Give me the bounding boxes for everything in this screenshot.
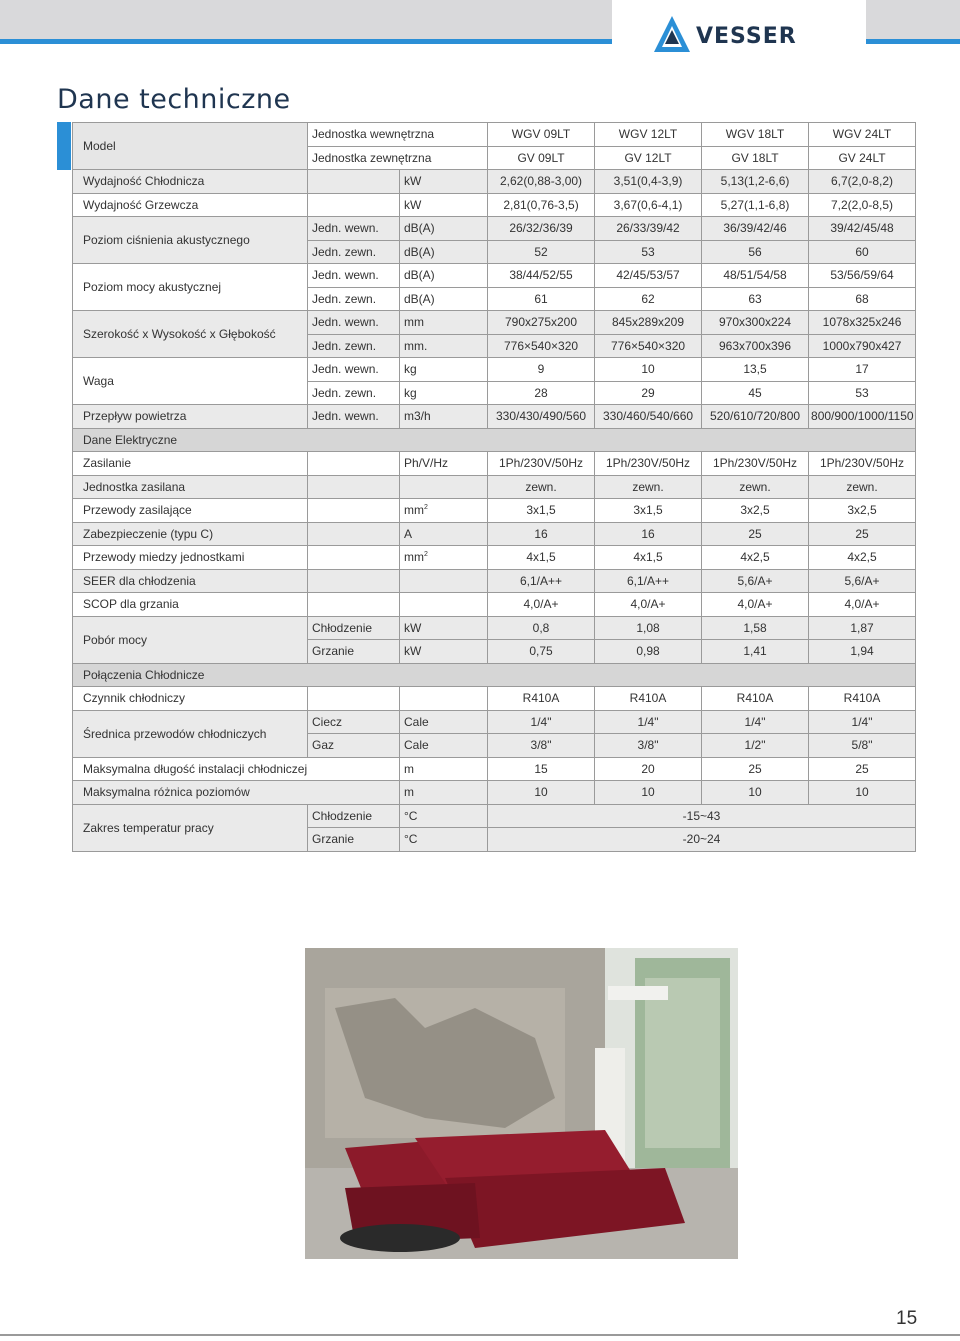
table-row (73, 264, 916, 288)
model-accent-bar (57, 122, 71, 170)
interior-photo (305, 948, 738, 1259)
model-outdoor-3: GV 18LT (702, 146, 809, 170)
section-row (73, 428, 916, 452)
model-indoor-2: WGV 12LT (595, 123, 702, 147)
sub-label: Jedn. wewn. (308, 358, 400, 382)
table-row (73, 593, 916, 617)
unit-cell: A (400, 522, 488, 546)
value-cell: 1/4" (809, 710, 916, 734)
value-cell: 53 (809, 381, 916, 405)
indoor-unit-label: Jednostka wewnętrzna (308, 123, 488, 147)
model-outdoor-2: GV 12LT (595, 146, 702, 170)
row-label: Szerokość x Wysokość x Głębokość (73, 311, 308, 358)
value-cell: 17 (809, 358, 916, 382)
value-cell: 1078x325x246 (809, 311, 916, 335)
value-cell: 4x2,5 (809, 546, 916, 570)
row-label: Zasilanie (73, 452, 308, 476)
table-row (73, 616, 916, 640)
value-cell: 39/42/45/48 (809, 217, 916, 241)
sub-label: Jedn. zewn. (308, 381, 400, 405)
sub-label: Jedn. wewn. (308, 217, 400, 241)
value-cell: 776×540×320 (595, 334, 702, 358)
table-row (73, 170, 916, 194)
value-cell: 1Ph/230V/50Hz (702, 452, 809, 476)
value-cell: 963x700x396 (702, 334, 809, 358)
value-cell: 16 (488, 522, 595, 546)
sub-label: Jedn. zewn. (308, 334, 400, 358)
unit-superscript: 2 (424, 504, 428, 512)
row-label: Zabezpieczenie (typu C) (73, 522, 308, 546)
spec-table (72, 122, 916, 852)
value-cell: 28 (488, 381, 595, 405)
value-cell: 61 (488, 287, 595, 311)
value-cell: 56 (702, 240, 809, 264)
table-row (73, 804, 916, 828)
table-row (73, 546, 916, 570)
value-cell: 53 (595, 240, 702, 264)
value-cell: 6,1/A++ (488, 569, 595, 593)
unit-cell: kg (400, 381, 488, 405)
value-cell: 45 (702, 381, 809, 405)
value-cell: 5,13(1,2-6,6) (702, 170, 809, 194)
value-cell: 29 (595, 381, 702, 405)
unit-cell: Cale (400, 734, 488, 758)
row-label: Przepływ powietrza (73, 405, 308, 429)
value-cell: 25 (809, 522, 916, 546)
sub-label: Jedn. wewn. (308, 405, 400, 429)
table-row (73, 687, 916, 711)
unit-cell: m3/h (400, 405, 488, 429)
row-label: Jednostka zasilana (73, 475, 308, 499)
unit-cell: dB(A) (400, 217, 488, 241)
value-cell: 2,81(0,76-3,5) (488, 193, 595, 217)
value-cell: 0,98 (595, 640, 702, 664)
sub-label: Grzanie (308, 828, 400, 852)
value-cell: 330/430/490/560 (488, 405, 595, 429)
table-row (73, 475, 916, 499)
model-row-indoor (73, 123, 916, 147)
value-cell: 25 (809, 757, 916, 781)
value-cell: 1,41 (702, 640, 809, 664)
value-cell: 5,6/A+ (702, 569, 809, 593)
value-cell: 10 (809, 781, 916, 805)
value-cell: 4,0/A+ (488, 593, 595, 617)
value-cell: 5,6/A+ (809, 569, 916, 593)
value-cell: 26/32/36/39 (488, 217, 595, 241)
value-cell: 1/4" (488, 710, 595, 734)
value-cell: 1/2" (702, 734, 809, 758)
value-cell: 0,75 (488, 640, 595, 664)
value-cell: 25 (702, 757, 809, 781)
row-label: Poziom ciśnienia akustycznego (73, 217, 308, 264)
header-accent-line (0, 39, 612, 44)
row-label: Pobór mocy (73, 616, 308, 663)
page-number: 15 (896, 1308, 918, 1329)
table-row (73, 499, 916, 523)
value-cell: 3/8" (488, 734, 595, 758)
unit-cell: Ph/V/Hz (400, 452, 488, 476)
sub-label: Ciecz (308, 710, 400, 734)
value-cell: 1/4" (595, 710, 702, 734)
table-row (73, 569, 916, 593)
unit-cell: dB(A) (400, 287, 488, 311)
value-cell: 60 (809, 240, 916, 264)
table-row (73, 452, 916, 476)
sub-label: Chłodzenie (308, 804, 400, 828)
value-cell: 48/51/54/58 (702, 264, 809, 288)
row-label: Średnica przewodów chłodniczych (73, 710, 308, 757)
value-cell: 4,0/A+ (809, 593, 916, 617)
value-cell: 520/610/720/800 (702, 405, 809, 429)
section-row (73, 663, 916, 687)
value-cell: 10 (595, 358, 702, 382)
outdoor-unit-label: Jednostka zewnętrzna (308, 146, 488, 170)
value-cell: 25 (702, 522, 809, 546)
value-cell: 4x2,5 (702, 546, 809, 570)
value-cell: 10 (595, 781, 702, 805)
table-row (73, 522, 916, 546)
row-label: SEER dla chłodzenia (73, 569, 308, 593)
table-row (73, 405, 916, 429)
value-cell: zewn. (809, 475, 916, 499)
value-cell: 20 (595, 757, 702, 781)
row-label: Wydajność Grzewcza (73, 193, 308, 217)
brand-name: VESSER (696, 24, 797, 49)
value-cell: 36/39/42/46 (702, 217, 809, 241)
value-cell: 3,67(0,6-4,1) (595, 193, 702, 217)
row-label: Wydajność Chłodnicza (73, 170, 308, 194)
unit-cell: m (400, 781, 488, 805)
unit-cell: kW (400, 193, 488, 217)
value-cell: 4,0/A+ (595, 593, 702, 617)
row-label: Maksymalna długość instalacji chłodniczej (73, 757, 400, 781)
unit-cell: kW (400, 616, 488, 640)
row-label: SCOP dla grzania (73, 593, 308, 617)
value-cell: 9 (488, 358, 595, 382)
sub-label: Gaz (308, 734, 400, 758)
value-cell: 800/900/1000/1150 (809, 405, 916, 429)
value-cell: 1Ph/230V/50Hz (809, 452, 916, 476)
page-title: Dane techniczne (57, 84, 291, 115)
value-cell: 62 (595, 287, 702, 311)
value-cell: R410A (702, 687, 809, 711)
value-cell: 42/45/53/57 (595, 264, 702, 288)
value-cell: 4,0/A+ (702, 593, 809, 617)
value-cell: 7,2(2,0-8,5) (809, 193, 916, 217)
unit-cell: °C (400, 828, 488, 852)
value-cell: 1,87 (809, 616, 916, 640)
value-cell: 4x1,5 (595, 546, 702, 570)
sub-label: Jedn. wewn. (308, 264, 400, 288)
value-cell: 2,62(0,88-3,00) (488, 170, 595, 194)
row-label: Waga (73, 358, 308, 405)
value-cell: 38/44/52/55 (488, 264, 595, 288)
value-cell: 3,51(0,4-3,9) (595, 170, 702, 194)
sub-label: Chłodzenie (308, 616, 400, 640)
sub-label: Jedn. zewn. (308, 287, 400, 311)
value-cell: 3x1,5 (595, 499, 702, 523)
value-cell: 3x2,5 (809, 499, 916, 523)
unit-cell (400, 546, 488, 570)
value-cell: 10 (702, 781, 809, 805)
unit-cell (400, 499, 488, 523)
value-cell: 5,27(1,1-6,8) (702, 193, 809, 217)
header-bar-right (866, 0, 960, 40)
row-label: Zakres temperatur pracy (73, 804, 308, 851)
row-label: Przewody zasilające (73, 499, 308, 523)
value-cell: 970x300x224 (702, 311, 809, 335)
table-row (73, 710, 916, 734)
value-cell: 1,94 (809, 640, 916, 664)
unit-cell: dB(A) (400, 264, 488, 288)
unit-cell: m (400, 757, 488, 781)
table-row (73, 781, 916, 805)
value-cell: 13,5 (702, 358, 809, 382)
value-cell: 330/460/540/660 (595, 405, 702, 429)
row-label: Poziom mocy akustycznej (73, 264, 308, 311)
value-cell: 1,08 (595, 616, 702, 640)
unit-cell: mm. (400, 334, 488, 358)
model-indoor-3: WGV 18LT (702, 123, 809, 147)
value-cell: 4x1,5 (488, 546, 595, 570)
table-row (73, 358, 916, 382)
value-cell: zewn. (702, 475, 809, 499)
value-cell: 16 (595, 522, 702, 546)
unit-cell: mm (400, 311, 488, 335)
unit-cell: kg (400, 358, 488, 382)
value-cell: 53/56/59/64 (809, 264, 916, 288)
value-cell: R410A (488, 687, 595, 711)
model-indoor-1: WGV 09LT (488, 123, 595, 147)
value-cell: 5/8" (809, 734, 916, 758)
value-cell: 3/8" (595, 734, 702, 758)
section-title-refrigerant: Połączenia Chłodnicze (73, 663, 916, 687)
value-cell: 10 (488, 781, 595, 805)
value-cell: 63 (702, 287, 809, 311)
model-outdoor-4: GV 24LT (809, 146, 916, 170)
value-cell: 15 (488, 757, 595, 781)
row-label: Maksymalna różnica poziomów (73, 781, 400, 805)
value-cell: R410A (595, 687, 702, 711)
value-cell: 0,8 (488, 616, 595, 640)
value-cell: 790x275x200 (488, 311, 595, 335)
value-cell: 26/33/39/42 (595, 217, 702, 241)
header-accent-line-right (866, 39, 960, 44)
footer-line (0, 1334, 960, 1336)
unit-cell: kW (400, 170, 488, 194)
unit-cell: °C (400, 804, 488, 828)
row-label: Przewody miedzy jednostkami (73, 546, 308, 570)
value-cell: 1Ph/230V/50Hz (488, 452, 595, 476)
unit-cell: kW (400, 640, 488, 664)
unit-text: mm (404, 550, 424, 565)
section-title-electrical: Dane Elektryczne (73, 428, 916, 452)
value-cell: 1,58 (702, 616, 809, 640)
unit-cell: dB(A) (400, 240, 488, 264)
value-cell: 845x289x209 (595, 311, 702, 335)
value-cell: 6,1/A++ (595, 569, 702, 593)
table-row (73, 311, 916, 335)
table-row (73, 217, 916, 241)
model-indoor-4: WGV 24LT (809, 123, 916, 147)
table-row (73, 757, 916, 781)
value-cell: 776×540×320 (488, 334, 595, 358)
unit-text: mm (404, 503, 424, 518)
table-row (73, 193, 916, 217)
value-cell: 1000x790x427 (809, 334, 916, 358)
model-outdoor-1: GV 09LT (488, 146, 595, 170)
unit-superscript: 2 (424, 551, 428, 559)
row-label: Czynnik chłodniczy (73, 687, 308, 711)
value-cell: -15~43 (488, 804, 916, 828)
value-cell: -20~24 (488, 828, 916, 852)
sub-label: Grzanie (308, 640, 400, 664)
value-cell: 68 (809, 287, 916, 311)
header-bar (0, 0, 612, 40)
value-cell: 3x1,5 (488, 499, 595, 523)
value-cell: 52 (488, 240, 595, 264)
value-cell: R410A (809, 687, 916, 711)
value-cell: zewn. (595, 475, 702, 499)
value-cell: 6,7(2,0-8,2) (809, 170, 916, 194)
value-cell: 1/4" (702, 710, 809, 734)
value-cell: 3x2,5 (702, 499, 809, 523)
model-label: Model (73, 123, 308, 170)
sub-label: Jedn. wewn. (308, 311, 400, 335)
sub-label: Jedn. zewn. (308, 240, 400, 264)
unit-cell: Cale (400, 710, 488, 734)
value-cell: zewn. (488, 475, 595, 499)
value-cell: 1Ph/230V/50Hz (595, 452, 702, 476)
